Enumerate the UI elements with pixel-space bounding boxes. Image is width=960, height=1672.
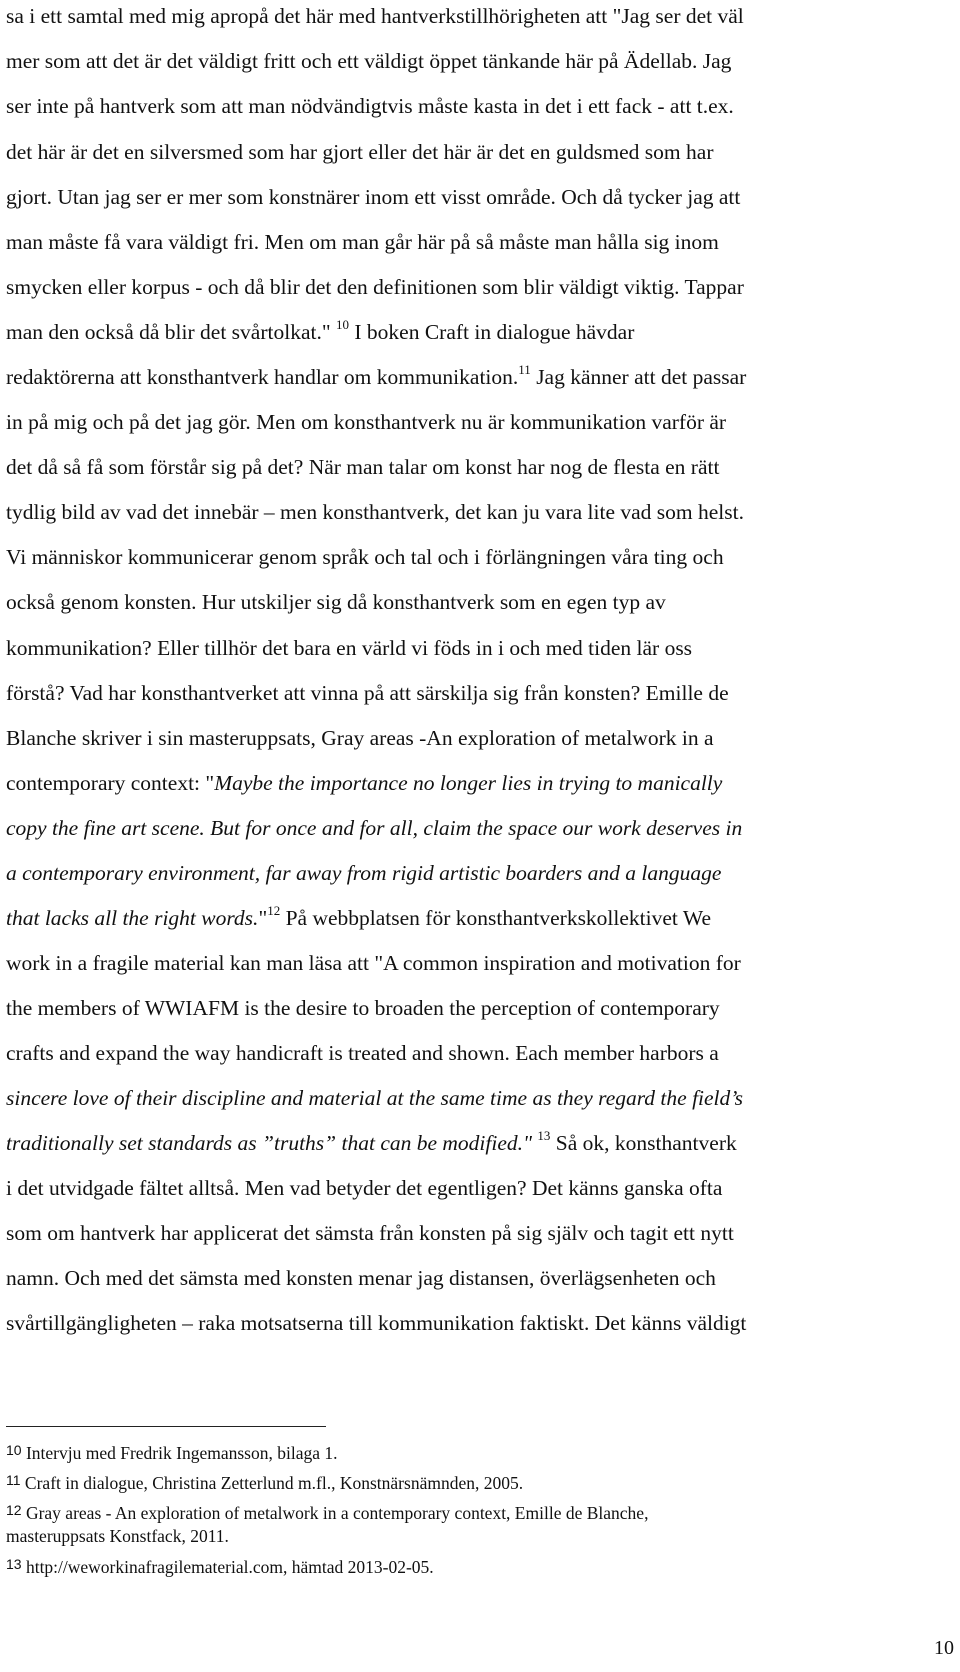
text-line: Blanche skriver i sin masteruppsats, Gray areas -An exploration of metalwork in a xyxy=(6,726,714,750)
text-line: också genom konsten. Hur utskiljer sig då konsthantverk som en egen typ av xyxy=(6,590,666,614)
text-line: som om hantverk har applicerat det sämsta från konsten på sig själv och tagit ett nytt xyxy=(6,1221,734,1245)
page-number: 10 xyxy=(934,1637,954,1659)
text-line: i det utvidgade fältet alltså. Men vad betyder det egentligen? Det känns ganska ofta xyxy=(6,1176,723,1200)
footnote: $^{13}$ http://weworkinafragilematerial.com, hämtad 2013-02-05. xyxy=(6,1556,434,1577)
footnote: masteruppsats Konstfack, 2011. xyxy=(6,1526,229,1546)
text-line: in på mig och på det jag gör. Men om konsthantverk nu är kommunikation varför är xyxy=(6,410,727,434)
text-line: the members of WWIAFM is the desire to broaden the perception of contemporary xyxy=(6,996,720,1020)
text-line: crafts and expand the way handicraft is treated and shown. Each member harbors a xyxy=(6,1041,719,1065)
text-line: sincere love of their discipline and material at the same time as they regard the field’s xyxy=(6,1086,744,1110)
text-line: gjort. Utan jag ser er mer som konstnärer inom ett visst område. Och då tycker jag att xyxy=(6,185,741,209)
footnote-ref: 13 xyxy=(537,1128,551,1143)
text-line: work in a fragile material kan man läsa att "A common inspiration and motivation for xyxy=(6,951,741,975)
text-line: sa i ett samtal med mig apropå det här med hantverkstillhörigheten att "Jag ser det väl xyxy=(6,4,744,28)
text-line: det då så få som förstår sig på det? När man talar om konst har nog de flesta en rätt xyxy=(6,455,720,479)
text-line: tydlig bild av vad det innebär – men konsthantverk, det kan ju vara lite vad som helst. xyxy=(6,500,744,524)
footnote-ref: 10 xyxy=(336,317,349,332)
text-line: a contemporary environment, far away from rigid artistic boarders and a language xyxy=(6,861,722,885)
text-line: man den också då blir det svårtolkat." $^{10}$ I boken Craft in dialogue hävdar xyxy=(6,317,635,344)
text-line: copy the fine art scene. But for once and for all, claim the space our work deserves in xyxy=(6,816,743,840)
text-line: smycken eller korpus - och då blir det den definitionen som blir väldigt viktig. Tappar xyxy=(6,275,744,299)
footnote: $^{10}$ Intervju med Fredrik Ingemansson, bilaga 1. xyxy=(6,1442,338,1463)
text-line: redaktörerna att konsthantverk handlar om kommunikation.$^{11}$ Jag känner att det passar xyxy=(6,362,747,389)
text-line: contemporary context: "Maybe the importance no longer lies in trying to manically xyxy=(6,771,723,795)
footnote: $^{11}$ Craft in dialogue, Christina Zetterlund m.fl., Konstnärsnämnden, 2005. xyxy=(6,1472,524,1493)
text-line: man måste få vara väldigt fri. Men om man går här på så måste man hålla sig inom xyxy=(6,230,719,254)
text-line: förstå? Vad har konsthantverket att vinna på att särskilja sig från konsten? Emille de xyxy=(6,681,729,705)
text-line: svårtillgängligheten – raka motsatserna till kommunikation faktiskt. Det känns väldigt xyxy=(6,1311,747,1335)
text-line: kommunikation? Eller tillhör det bara en värld vi föds in i och med tiden lär oss xyxy=(6,636,693,660)
footnote-ref: 12 xyxy=(267,903,281,918)
text-line: that lacks all the right words."$^{12}$ På webbplatsen för konsthantverkskollektivet We xyxy=(6,903,711,930)
text-line: ser inte på hantverk som att man nödvändigtvis måste kasta in det i ett fack - att t.ex. xyxy=(6,94,734,118)
footnote-divider xyxy=(6,1426,326,1427)
text-line: det här är det en silversmed som har gjort eller det här är det en guldsmed som har xyxy=(6,140,714,164)
text-line: traditionally set standards as ”truths” that can be modified." $^{13}$ Så ok, konsthantverk xyxy=(6,1128,737,1155)
footnote-ref: 11 xyxy=(518,362,531,377)
footnote: $^{12}$ Gray areas - An exploration of metalwork in a contemporary context, Emille de Blanche, xyxy=(6,1502,649,1523)
text-line: Vi människor kommunicerar genom språk och tal och i förlängningen våra ting och xyxy=(6,545,724,569)
text-line: mer som att det är det väldigt fritt och ett väldigt öppet tänkande här på Ädellab. Jag xyxy=(6,49,732,73)
text-line: namn. Och med det sämsta med konsten menar jag distansen, överlägsenheten och xyxy=(6,1266,716,1290)
